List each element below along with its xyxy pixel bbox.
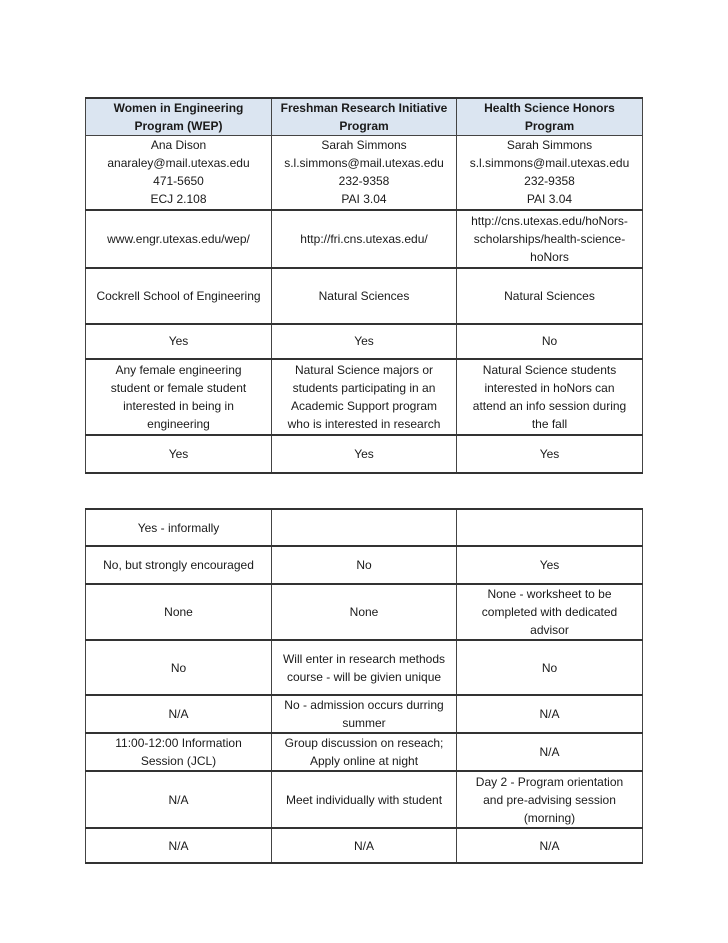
value-cell: No: [457, 324, 643, 359]
website-cell: www.engr.utexas.edu/wep/: [86, 210, 272, 268]
contact-row: [86, 136, 643, 210]
table-row: [86, 733, 643, 771]
table-row: [86, 828, 643, 863]
table-cell: N/A: [86, 695, 272, 733]
yes-row: [86, 324, 643, 359]
table-cell: Group discussion on reseach; Apply online at night: [272, 733, 457, 771]
table-cell: No - admission occurs durring summer: [272, 695, 457, 733]
table-row: [86, 695, 643, 733]
table-cell: None - worksheet to be completed with dedicated advisor: [457, 584, 643, 640]
table-cell: N/A: [457, 828, 643, 863]
column-header-wep: Women in Engineering Program (WEP): [86, 98, 272, 136]
table-cell: N/A: [272, 828, 457, 863]
program-details-table: [85, 508, 643, 864]
table-cell: Yes - informally: [86, 509, 272, 546]
program-comparison-table: [85, 97, 643, 474]
table-cell: [272, 509, 457, 546]
school-row: [86, 268, 643, 324]
website-cell: http://cns.utexas.edu/hoNors- scholarships/health-science- hoNors: [457, 210, 643, 268]
contact-cell: Sarah Simmons s.l.simmons@mail.utexas.edu 232-9358 PAI 3.04: [272, 136, 457, 210]
eligibility-cell: Any female engineering student or female student interested in being in engineering: [86, 359, 272, 435]
table-cell: 11:00-12:00 Information Session (JCL): [86, 733, 272, 771]
value-cell: Yes: [86, 324, 272, 359]
column-header-fri: Freshman Research Initiative Program: [272, 98, 457, 136]
header-row: [86, 98, 643, 136]
table-row: [86, 640, 643, 695]
yes-row: [86, 435, 643, 473]
table-cell: No: [457, 640, 643, 695]
table-cell: No: [272, 546, 457, 584]
contact-cell: Ana Dison anaraley@mail.utexas.edu 471-5650 ECJ 2.108: [86, 136, 272, 210]
table-cell: Yes: [457, 546, 643, 584]
eligibility-cell: Natural Science students interested in hoNors can attend an info session during the fall: [457, 359, 643, 435]
value-cell: Yes: [86, 435, 272, 473]
value-cell: Yes: [457, 435, 643, 473]
website-cell: http://fri.cns.utexas.edu/: [272, 210, 457, 268]
table-row: [86, 584, 643, 640]
table-cell: N/A: [86, 771, 272, 828]
eligibility-row: [86, 359, 643, 435]
school-cell: Natural Sciences: [457, 268, 643, 324]
school-cell: Cockrell School of Engineering: [86, 268, 272, 324]
column-header-health-honors: Health Science Honors Program: [457, 98, 643, 136]
school-cell: Natural Sciences: [272, 268, 457, 324]
website-row: [86, 210, 643, 268]
contact-cell: Sarah Simmons s.l.simmons@mail.utexas.edu 232-9358 PAI 3.04: [457, 136, 643, 210]
table-row: [86, 509, 643, 546]
table-cell: None: [86, 584, 272, 640]
table-cell: No: [86, 640, 272, 695]
value-cell: Yes: [272, 324, 457, 359]
table-cell: Day 2 - Program orientation and pre-advising session (morning): [457, 771, 643, 828]
table-cell: None: [272, 584, 457, 640]
table-cell: N/A: [457, 695, 643, 733]
table-row: [86, 771, 643, 828]
table-cell: N/A: [86, 828, 272, 863]
value-cell: Yes: [272, 435, 457, 473]
table-row: [86, 546, 643, 584]
eligibility-cell: Natural Science majors or students participating in an Academic Support program who is interested in research: [272, 359, 457, 435]
table-cell: [457, 509, 643, 546]
table-cell: Meet individually with student: [272, 771, 457, 828]
table-cell: No, but strongly encouraged: [86, 546, 272, 584]
table-cell: N/A: [457, 733, 643, 771]
table-cell: Will enter in research methods course - will be givien unique: [272, 640, 457, 695]
